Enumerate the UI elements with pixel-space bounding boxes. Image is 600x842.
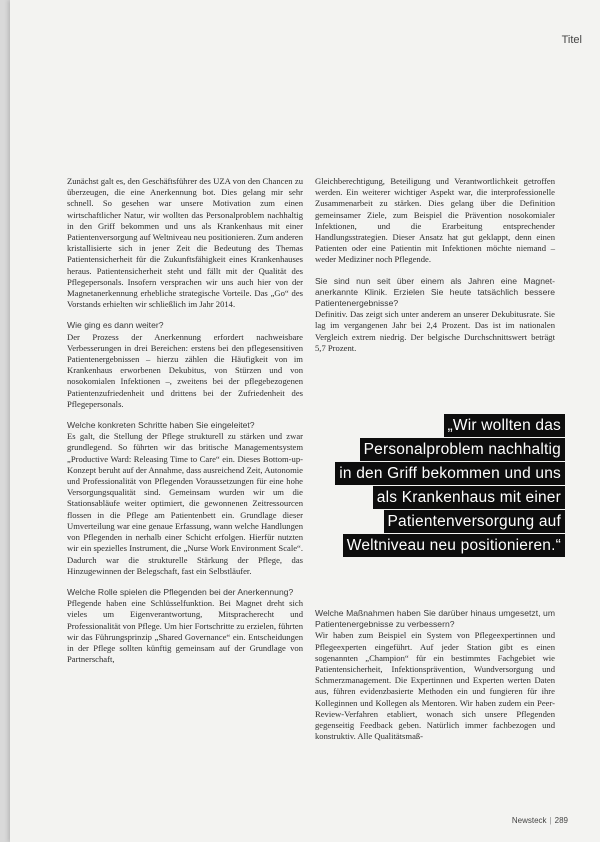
interview-block — [315, 608, 555, 742]
pull-quote — [315, 414, 565, 558]
interview-question: Welche Rolle spielen die Pflegenden bei der Anerkennung? — [67, 586, 294, 597]
interview-answer: Der Prozess der Anerkennung erfordert nachweisbare Verbesserungen in drei Bereichen: erstens bei den pflegesensitiven Patientenergebnissen – hierzu zählen die Häufigkeit von im Krankenhaus erworbenen Dekubitus, von Stürzen und von nosokomialen Infektionen –, zweitens bei der pflegebezogenen Patientenzufriedenheit und drittens bei der Zufriedenheit des Pflegepersonals. — [67, 331, 303, 409]
right-intro-paragraph: Gleichberechtigung, Beteiligung und Verantwortlichkeit getroffen werden. Ein weiterer wichtiger Aspekt war, die interprofessionelle Zusammenarbeit zu stärken. Dies gelang über die Definition gemeinsamer Ziele, zum Beispiel die Prävention nosokomialer Infektionen, und die Erarbeitung entsprechender Handlungsstrategien. Dieser Ansatz hat gut geklappt, denn einen Patienten oder eine Patientin mit Infektionen möchte niemand – weder Mediziner noch Pflegende. — [315, 176, 555, 265]
pull-quote-line: Weltniveau neu positionieren.“ — [343, 534, 565, 557]
interview-block — [315, 276, 555, 354]
pull-quote-line: Personalproblem nachhaltig — [360, 438, 565, 461]
interview-answer: Pflegende haben eine Schlüsselfunktion. Bei Magnet dreht sich vieles um Eigenverantwortung, Mitspracherecht und Professionalität von Pflege. Um hier Fortschritte zu erzielen, führten wir das Führungsprinzip „Shared Governance“ ein. Entscheidungen in der Pflege sollten künftig gemeinsam auf der Grundlage von Partnerschaft, — [67, 598, 303, 665]
interview-block — [67, 320, 303, 410]
pull-quote-line: „Wir wollten das — [444, 414, 565, 437]
interview-answer: Definitiv. Das zeigt sich unter anderem an unserer Dekubitusrate. Sie lag im vergangenen Jahr bei 2,4 Prozent. Das ist im nationalen Vergleich extrem niedrig. Der belgische Durchschnittswert beträgt 5,7 Prozent. — [315, 309, 555, 353]
document-page — [10, 0, 600, 842]
interview-answer: Wir haben zum Beispiel ein System von Pflegeexpertinnen und Pflegeexperten eingeführt. Auf jeder Station gibt es einen sogenannten „Champion“ für ein bestimmtes Fachgebiet wie Patientensicherheit, Infektionsprävention, Wundversorgung und Schmerzmanagement. Die Expertinnen und Experten werten Daten aus, führen evidenzbasierte Methoden ein und fungieren für ihre Kolleginnen und Kollegen als Mentoren. Wir haben zudem ein Peer-Review-Verfahren etabliert, wonach sich unsere Pflegenden gegenseitig Feedback geben. Natürlich immer fachbezogen und konstruktiv. Alle Qualitätsmaß- — [315, 630, 555, 742]
page-footer — [512, 816, 568, 825]
left-intro-paragraph: Zunächst galt es, den Geschäftsführer des UZA von den Chancen zu überzeugen, die eine Anerkennung bot. Dies gelang mir sehr schnell. So gesehen war unsere Motivation zum einen wirtschaftlicher Natur, wir wollten das Personalproblem nachhaltig in den Griff bekommen und uns als Krankenhaus mit einer Patientenversorgung auf Weltniveau neu positionieren. Zum anderen kristallisierte sich in jener Zeit die Bedeutung des Themas Patientensicherheit für die Zukunftsfähigkeit eines Krankenhauses heraus. Patientensicherheit steht und fällt mit der Qualität des Pflegepersonals. Insofern versprachen wir uns auch hier von der Magnetanerkennung erhebliche strategische Vorteile. Das „Go“ des Vorstands erhielten wir schließlich im Jahr 2014. — [67, 176, 303, 310]
pull-quote-line: in den Griff bekommen und uns — [335, 462, 565, 485]
interview-question: Sie sind nun seit über einem als Jahren eine Magnet-anerkannte Klinik. Erzielen Sie heute tatsächlich bessere Patientenergebnisse? — [315, 275, 555, 309]
interview-block — [67, 420, 303, 577]
pull-quote-line: als Krankenhaus mit einer — [373, 486, 565, 509]
running-header-title: Titel — [561, 34, 582, 46]
right-column-bottom — [315, 608, 555, 752]
interview-block — [67, 587, 303, 665]
interview-question: Welche konkreten Schritte haben Sie eingeleitet? — [67, 420, 255, 431]
interview-question: Wie ging es dann weiter? — [67, 320, 164, 331]
publication-name: Newsteck — [511, 816, 547, 825]
pull-quote-line: Patientenversorgung auf — [384, 510, 566, 533]
left-column — [67, 176, 303, 675]
interview-answer: Es galt, die Stellung der Pflege strukturell zu stärken und zwar grundlegend. So führten wir das britische Managementsystem „Productive Ward: Releasing Time to Care“ ein. Dieses Bottom-up-Konzept beruht auf der Annahme, dass ausreichend Zeit, Autonomie und Professionalität von Pflegenden Voraussetzungen für eine hohe Versorgungsqualität sind. Gemeinsam wurden wir um die Stationsabläufe weiter optimiert, die gewonnenen Zeitressourcen flossen in die Pflege am Patientenbett ein. Grundlage dieser Umverteilung war eine genaue Erfassung, wann welche Handlungen von Pflegenden in nerhalb einer Schicht erfolgen. Hierfür nutzten wir ein spezielles Instrument, die „Nurse Work Environment Scale“. Dadurch war die strukturelle Stärkung der Pflege, das Hinzugewinnen der Belegschaft, fast ein Selbstläufer. — [67, 431, 303, 576]
footer-separator: | — [549, 816, 552, 825]
interview-question: Welche Maßnahmen haben Sie darüber hinaus umgesetzt, um Patientenergebnisse zu verbessern? — [315, 608, 555, 630]
right-column-top — [315, 176, 555, 364]
page-number: 289 — [554, 816, 568, 825]
